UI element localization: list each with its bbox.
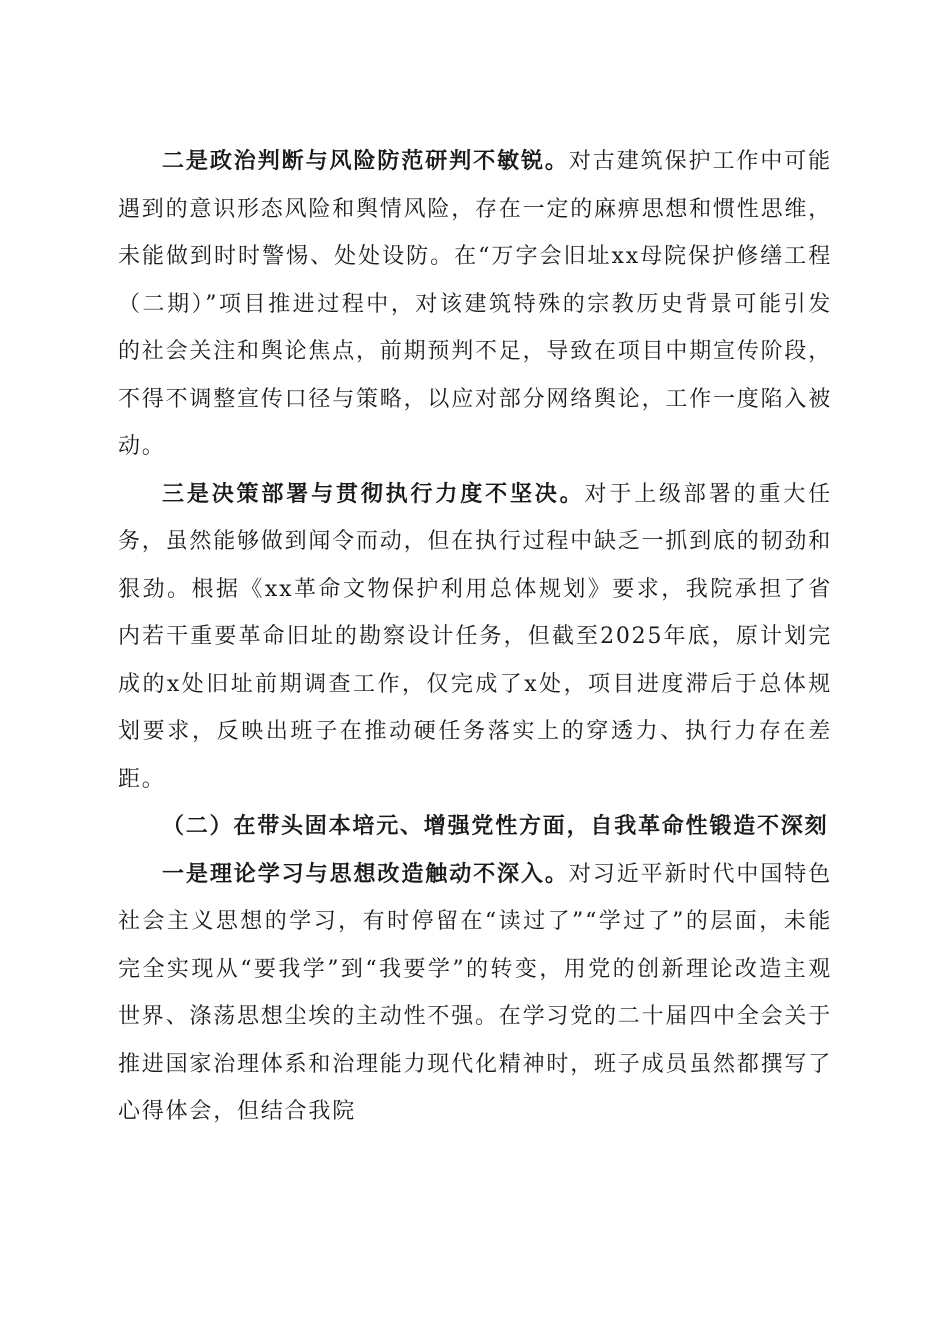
paragraph-theory-study — [118, 851, 832, 1136]
paragraph-lead: 二是政治判断与风险防范研判不敏锐。 — [162, 149, 569, 174]
paragraph-text: 对习近平新时代中国特色社会主义思想的学习，有时停留在“读过了”“学过了”的层面，未能完全实现从“要我学”到“我要学”的转变，用党的创新理论改造主观世界、涤荡思想尘埃的主动性不强。在学习党的二十届四中全会关于推进国家治理体系和治理能力现代化精神时，班子成员虽然都撰写了心得体会，但结合我院 — [118, 861, 833, 1124]
paragraph-political-judgment — [118, 138, 832, 471]
paragraph-text: 对于上级部署的重大任务，虽然能够做到闻令而动，但在执行过程中缺乏一抓到底的韧劲和狠劲。根据《xx革命文物保护利用总体规划》要求，我院承担了省内若干重要革命旧址的勘察设计任务，但截至2025年底，原计划完成的x处旧址前期调查工作，仅完成了x处，项目进度滞后于总体规划要求，反映出班子在推动硬任务落实上的穿透力、执行力存在差距。 — [118, 481, 833, 792]
paragraph-lead: 一是理论学习与思想改造触动不深入。 — [162, 861, 569, 887]
paragraph-decision-execution — [118, 471, 832, 804]
document-body — [118, 138, 832, 1136]
section-heading: （二）在带头固本培元、增强党性方面，自我革命性锻造不深刻 — [162, 814, 829, 839]
paragraph-text: 对古建筑保护工作中可能遇到的意识形态风险和舆情风险，存在一定的麻痹思想和惯性思维，未能做到时时警惕、处处设防。在“万字会旧址xx母院保护修缮工程（二期）”项目推进过程中，对该建筑特殊的宗教历史背景可能引发的社会关注和舆论焦点，前期预判不足，导致在项目中期宣传阶段，不得不调整宣传口径与策略，以应对部分网络舆论，工作一度陷入被动。 — [118, 149, 833, 459]
paragraph-lead: 三是决策部署与贯彻执行力度不坚决。 — [162, 481, 585, 507]
